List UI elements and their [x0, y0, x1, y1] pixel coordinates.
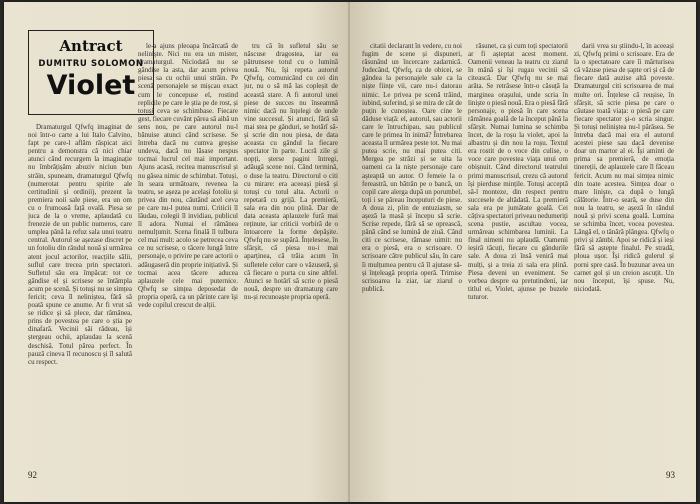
paragraph: citatii declarant în vedere, cu noi fugim de scene și dispuneri, răsunând un încercare zadarnică. Judecând, Qfwfq, ca de obicei, se gândea la personajele sale ca la niște ființe vii, care nu-i datorau nimic. Le privea pe scenă trăind, iubind, suferind, și se mira de cât de puțin le cunoștea. Oare cine le dăduse viață: el, autorul, sau actorii care le întruchipau, sau publicul care le primea în inimă? Întrebarea aceasta îl urmărea peste tot. Nu mai putea scrie, nu mai putea citi. Mergea pe străzi și se uita la oameni ca la niște personaje care așteaptă un autor. O femeie la o fereastră, un bătrân pe o bancă, un copil care alerga după un porumbel, toți i se păreau începuturi de piese. A doua zi, plin de entuziasm, se așeză la masă și începu să scrie. Scrise repede, fără să se oprească, până când se lumină de ziuă. Când citi ce scrisese, rămase uimit: nu era o piesă, era o scrisoare. O scrisoare către publicul său, în care îi mulțumea pentru că îl ajutase să-și înțeleagă propria operă. Trimise scrisoarea la ziar, iar ziarul o publică. [362, 42, 462, 293]
left-page [4, 2, 350, 502]
text-column-left-3 [244, 42, 338, 465]
text-column-left-2 [138, 42, 238, 465]
book-spread [4, 2, 696, 502]
paragraph: le-a ajuns pleoapa încărcată de neliniște. Nici nu era un mister, dramaturgul. Niciodată nu se gândise la asta, dar acum privea piesa sa cu ochii unui străin. Pe scenă personajele se mișcau exact cum le concepuse el, rostind replicile pe care le știa pe de rost, și totuși ceva se schimbase. Fiecare gest, fiecare cuvânt părea să aibă un sens nou, pe care autorul nu-l bănuise atunci când scrisese. Se întreba dacă nu cumva greșise undeva, dacă nu lăsase nespus tocmai lucrul cel mai important. Ajuns acasă, recitea manuscrisul și nu găsea nimic de schimbat. Totuși, în seara următoare, revenea la teatru, se așeza pe același fotoliu și privea din nou, căutând acel ceva pe care nu-l putea numi. Criticii îl lăudau, colegii îl invidiau, publicul îl adora. Numai el rămânea nemulțumit. Scena finală îl tulbura cel mai mult: acolo se petrecea ceva ce nu scrisese, o tăcere lungă între personaje, o privire pe care actorii o adăugaseră din proprie inițiativă. Și tocmai acea tăcere aducea aplauzele cele mai puternice. Qfwfq se simțea deposedat de propria operă, ca un părinte care își vede copilul crescut de alții. [138, 42, 238, 309]
text-column-right-1 [362, 42, 462, 465]
section-kicker: Antract [59, 37, 123, 55]
text-column-right-2 [468, 42, 568, 465]
paragraph: tru că în sufletul său se născuse dragostea, iar ea pătrunsese totul cu o lumină nouă. Nu, își repeta autorul Qfwfq, comunicând cu cei din jur, nu o să mă las copleșit de această stare. A fi autorul unei piese de succes nu înseamnă nimic dacă nu înțelegi de unde vine succesul. Și atunci, fără să mai stea pe gânduri, se hotărî să-și scrie din nou piesa, de data aceasta cu gândul la fiecare spectator în parte. Lucră zile și nopți, șterse pagini întregi, adăugă scene noi. Când termină, o duse la teatru. Directorul o citi cu mirare: era aceeași piesă și totuși cu totul alta. Actorii o repetară cu grijă. La premieră, sala era din nou plină. Dar de data aceasta aplauzele fură mai reținute, iar criticii vorbiră de o întoarcere la forme depășite. Qfwfq nu se supără. Înțelesese, în sfârșit, că piesa nu-i mai aparținea, că trăia acum în sufletele celor care o văzuseră, și că fiecare o purta cu sine altfel. Atunci se hotărî să scrie o piesă nouă, despre un dramaturg care nu-și recunoaște propria operă. [244, 42, 338, 301]
play-title: Violet [46, 70, 136, 101]
paragraph: darii vrea su știindu-l, în aceeași zi, Qfwfq primi o scrisoare. Era de la o spectatoare care îi mărturisea că văzuse piesa de șapte ori și că de fiecare dată auzise altă poveste. Dramaturgul citi scrisoarea de mai multe ori. Înțelese că reușise, în sfârșit, să scrie piesa pe care o căutase toată viața: o piesă pe care fiecare spectator și-o scria singur. Și totuși neliniștea nu-l părăsea. Se întreba dacă mai era el autorul acestei piese sau dacă devenise doar un martor al ei. Își aminti de prima sa premieră, de emoția tinereții, de aplauzele care îl făceau fericit. Acum nu mai simțea nimic din toate acestea. Simțea doar o mare liniște, ca după o lungă călătorie. Într-o seară, se duse din nou la teatru, se așeză în rândul nouă și privi scena goală. Lumina se schimba încet, vocea povestea. Lângă el, o tânără plângea. Qfwfq o privi și zâmbi. Apoi se ridică și ieși fără să aștepte finalul. Pe stradă, ploua ușor. Își ridică gulerul și porni spre casă. În buzunar avea un carnet gol și un creion ascuțit. Un nou început, își spuse. Nu, niciodată. [574, 42, 674, 293]
paragraph: Dramaturgul Qfwfq imaginat de noi într-o carte a lui Italo Calvino, fapt pe care-l aflăm răspicat aici pentru a demonstra că nici chiar atunci când recurgem la imaginație nu îmbrățișăm abuziv niciun bun străin, spuneam, dramaturgul Qfwfq (numerotat pentru spirite ale certitudinii și ordinii), prezent la premiera noii sale piese, era un om cu o frumoasă față ovală. Piesa se juca de la o vreme, aplaudată cu frenezie de un public numeros, care umplea până la refuz sala unui teatru central. Autorul se așezase discret pe un fotoliu din rândul nouă și urmărea atent jocul actorilor, reacțiile sălii, suflul care trecea prin spectatori. Sufletul său era împăcat: tot ce gândise el și scrisese se întâmpla acum pe scenă. Și totuși nu se simțea fericit; ceva îl neliniștea, fără să poată spune ce anume. Ar fi vrut să se ridice și să plece, dar rămânea, prins de povestea pe care o știa pe dinafară. Vecinii săi râdeau, își ștergeau ochii, aplaudau la scenă deschisă. Totul părea perfect. În pauză cineva îl recunoscu și îl salută cu respect. [28, 123, 132, 366]
page-number-right: 93 [666, 470, 675, 480]
title-box [28, 30, 154, 115]
paragraph: răsunet, ca și cum toți spectatorii ar fi așteptat acest moment. Oamenii veneau la teatru cu ziarul în mână și își rugau vecinii să citească. Dar Qfwfq nu se mai arăta. Se retrăsese într-o căsuță la marginea orașului, unde scria în liniște o piesă nouă. Era o piesă fără personaje, o piesă în care scena rămânea goală de la început până la sfârșit. Numai lumina se schimba încet, de la roșu la violet, apoi la albastru și din nou la roșu. Textul era rostit de o voce din culise, o voce care povestea viața unui om obișnuit. Când directorul teatrului primi manuscrisul, crezu că autorul își pierduse mințile. Totuși acceptă să-l monteze, din respect pentru succesele de altădată. La premieră sala era pe jumătate goală. Cei câțiva spectatori priveau nedumeriți scena pustie, ascultau vocea, urmăreau schimbarea luminii. La final nimeni nu aplaudă. Oamenii ieșiră tăcuți, fiecare cu gândurile sale. A doua zi însă veniră mai mulți, și a treia zi sala era plină. Piesa deveni un eveniment. Se vorbea despre ea pretutindeni, iar titlul ei, Violet, ajunse pe buzele tuturor. [468, 42, 568, 301]
right-page [350, 2, 696, 502]
page-number-left: 92 [28, 470, 37, 480]
text-column-right-3 [574, 42, 674, 465]
author-name: DUMITRU SOLOMON [38, 59, 144, 69]
text-column-left-1 [28, 123, 132, 465]
